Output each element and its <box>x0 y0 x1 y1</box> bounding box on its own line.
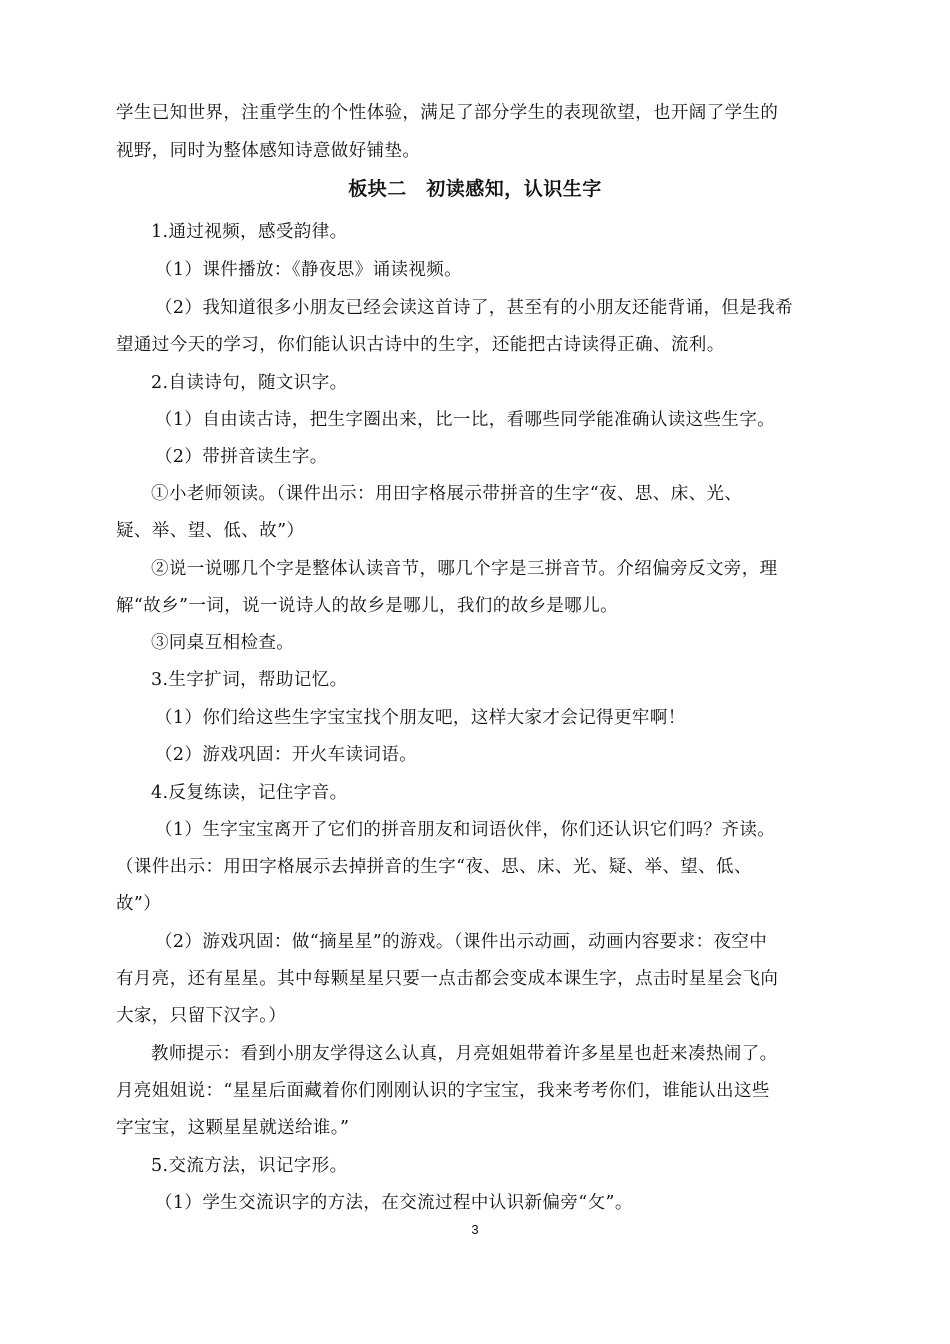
text-line: 教师提示：看到小朋友学得这么认真，月亮姐姐带着许多星星也赶来凑热闹了。 <box>151 1044 778 1064</box>
text-line: 望通过今天的学习，你们能认识古诗中的生字，还能把古诗读得正确、流利。 <box>116 335 725 355</box>
text-line: 视野，同时为整体感知诗意做好铺垫。 <box>116 141 421 161</box>
section-heading: 板块二 初读感知，认识生字 <box>348 178 602 200</box>
text-line: 1.通过视频，感受韵律。 <box>151 222 348 242</box>
text-line: （2）带拼音读生字。 <box>155 447 328 467</box>
text-line: （1）学生交流识字的方法，在交流过程中认识新偏旁“攵”。 <box>155 1193 633 1213</box>
text-line: （2）我知道很多小朋友已经会读这首诗了，甚至有的小朋友还能背诵，但是我希 <box>155 298 794 318</box>
text-line: 故”） <box>116 894 162 914</box>
text-line: （课件出示：用田字格展示去掉拼音的生字“夜、思、床、光、疑、举、望、低、 <box>116 857 752 877</box>
text-line: 5.交流方法，识记字形。 <box>151 1156 348 1176</box>
text-line: 有月亮，还有星星。其中每颗星星只要一点击都会变成本课生字，点击时星星会飞向 <box>116 969 779 989</box>
text-line: ③同桌互相检查。 <box>151 633 295 653</box>
text-line: （1）你们给这些生字宝宝找个朋友吧，这样大家才会记得更牢啊！ <box>155 708 686 728</box>
text-line: 字宝宝，这颗星星就送给谁。” <box>116 1118 350 1138</box>
text-line: 3.生字扩词，帮助记忆。 <box>151 670 348 690</box>
text-line: 4.反复练读，记住字音。 <box>151 783 348 803</box>
text-line: （1）自由读古诗，把生字圈出来，比一比，看哪些同学能准确认读这些生字。 <box>155 410 776 430</box>
page-number: 3 <box>471 1222 479 1237</box>
text-line: （2）游戏巩固：开火车读词语。 <box>155 745 418 765</box>
text-line: 解“故乡”一词，说一说诗人的故乡是哪儿，我们的故乡是哪儿。 <box>116 596 618 616</box>
text-line: （1）课件播放：《静夜思》诵读视频。 <box>155 260 463 280</box>
text-line: 2.自读诗句，随文识字。 <box>151 373 348 393</box>
text-line: 学生已知世界，注重学生的个性体验，满足了部分学生的表现欲望，也开阔了学生的 <box>116 103 779 123</box>
text-line: 大家，只留下汉字。） <box>116 1006 287 1026</box>
text-line: 疑、举、望、低、故”） <box>116 521 305 541</box>
text-line: ②说一说哪几个字是整体认读音节，哪几个字是三拼音节。介绍偏旁反文旁，理 <box>151 559 778 579</box>
text-line: ①小老师领读。（课件出示：用田字格展示带拼音的生字“夜、思、床、光、 <box>151 484 743 504</box>
text-line: （2）游戏巩固：做“摘星星”的游戏。（课件出示动画，动画内容要求：夜空中 <box>155 932 768 952</box>
text-line: 月亮姐姐说：“星星后面藏着你们刚刚认识的字宝宝，我来考考你们，谁能认出这些 <box>116 1081 770 1101</box>
text-line: （1）生字宝宝离开了它们的拼音朋友和词语伙伴，你们还认识它们吗？齐读。 <box>155 820 776 840</box>
